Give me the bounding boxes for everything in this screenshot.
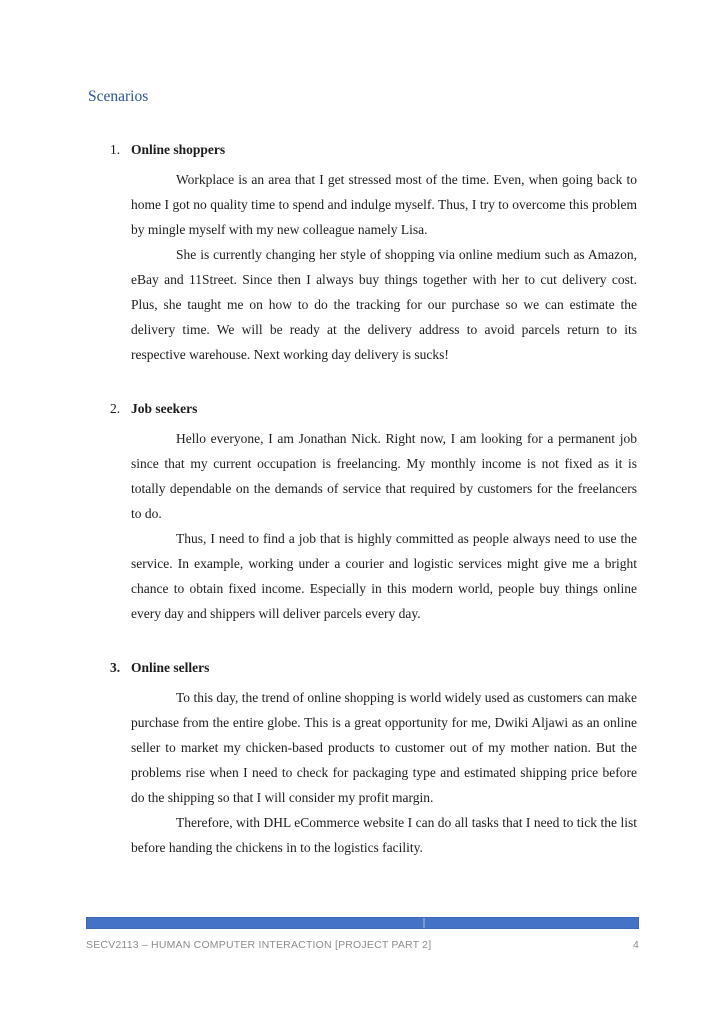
footer-bar-divider xyxy=(423,918,425,928)
paragraph: To this day, the trend of online shopping is world widely used as customers can make purchase from the entire globe. This is a great opportunity for me, Dwiki Aljawi as an online seller to market my chicken-based products to customer out of my mother nation. But the problems rise when I need to check for packaging type and estimated shipping price before do the shipping so that I will consider my profit margin. xyxy=(131,690,637,805)
section-heading xyxy=(110,396,637,421)
section-heading xyxy=(110,655,637,680)
section-online-sellers xyxy=(110,655,637,860)
section-text xyxy=(131,426,637,626)
paragraph: Thus, I need to find a job that is highly committed as people always need to use the service. In example, working under a courier and logistic services might give me a bright chance to obtain fixed income. Especially in this modern world, people buy things online every day and shippers will deliver parcels every day. xyxy=(131,531,637,621)
paragraph: Hello everyone, I am Jonathan Nick. Right now, I am looking for a permanent job since that my current occupation is freelancing. My monthly income is not fixed as it is totally dependable on the demands of service that required by customers for the freelancers to do. xyxy=(131,431,637,521)
section-text xyxy=(131,167,637,367)
section-online-shoppers xyxy=(110,137,637,367)
list-number: 1. xyxy=(110,142,121,157)
section-job-seekers xyxy=(110,396,637,626)
document-body xyxy=(110,137,637,860)
footer-accent-bar xyxy=(86,917,639,929)
section-title-label: Online shoppers xyxy=(131,142,226,157)
section-title-label: Online sellers xyxy=(131,660,210,675)
footer-text-row xyxy=(86,939,639,951)
paragraph: She is currently changing her style of shopping via online medium such as Amazon, eBay and 11Street. Since then I always buy things together with her to cut delivery cost. Plus, she taught me on how to do the tracking for our purchase so we can estimate the delivery time. We will be ready at the delivery address to avoid parcels return to its respective warehouse. Next working day delivery is sucks! xyxy=(131,247,637,362)
paragraph: Therefore, with DHL eCommerce website I can do all tasks that I need to tick the list before handing the chickens in to the logistics facility. xyxy=(131,815,637,855)
footer-course-label: SECV2113 – HUMAN COMPUTER INTERACTION [PROJECT PART 2] xyxy=(86,939,432,951)
list-number: 2. xyxy=(110,401,121,416)
section-heading xyxy=(110,137,637,162)
page-title: Scenarios xyxy=(88,88,149,105)
list-number: 3. xyxy=(110,660,121,675)
paragraph: Workplace is an area that I get stressed most of the time. Even, when going back to home I got no quality time to spend and indulge myself. Thus, I try to overcome this problem by mingle myself with my new colleague namely Lisa. xyxy=(131,172,637,237)
page-footer xyxy=(86,917,639,951)
section-text xyxy=(131,685,637,860)
page-number: 4 xyxy=(632,939,639,951)
section-title-label: Job seekers xyxy=(131,401,198,416)
